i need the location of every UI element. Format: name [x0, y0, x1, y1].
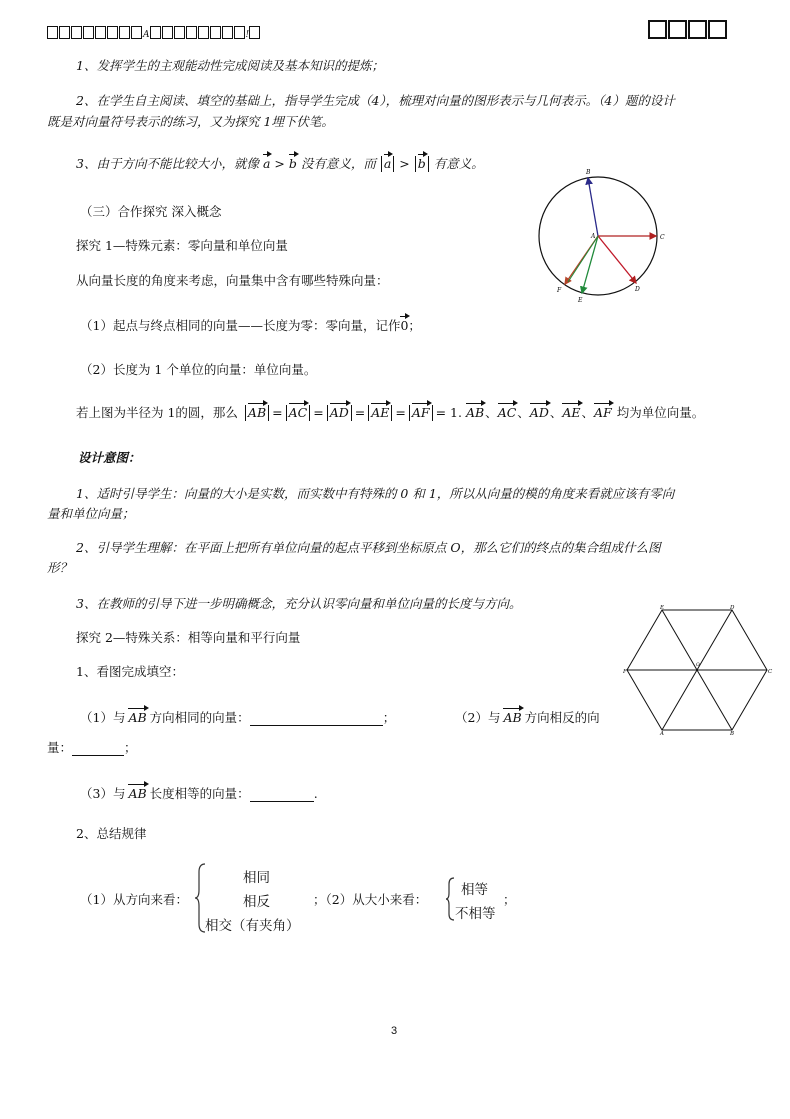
q2-prefix: （2）与: [455, 710, 501, 725]
equals-sign: =: [272, 405, 283, 420]
header-glyph: [249, 26, 260, 39]
rule-dir-intersect: 相交（有夹角）: [205, 918, 300, 934]
q3-suffix: 长度相等的向量：: [149, 786, 250, 801]
header-glyph: [131, 26, 142, 39]
q3-prefix: （3）与: [80, 786, 126, 801]
header-glyph: [186, 26, 197, 39]
para-2-line2: 既是对向量符号表示的练习，又为探究 1埋下伏笔。: [47, 114, 334, 129]
header-glyph: [174, 26, 185, 39]
header-glyph: [668, 20, 687, 39]
vector-AC: AC: [288, 405, 308, 420]
vector-AE: AE: [371, 405, 390, 420]
section-3-title: （三）合作探究 深入概念: [80, 204, 222, 219]
vector-AE: [582, 236, 598, 293]
design-1-line2: 量和单位向量；: [47, 506, 135, 521]
label-F: F: [557, 287, 562, 294]
label-D: D: [730, 605, 735, 611]
header-glyph: [119, 26, 130, 39]
design-2-line1: 2、引导学生理解：在平面上把所有单位向量的起点平移到坐标原点 O，那么它们的终点的集合组成什么图: [76, 540, 661, 555]
item-1-text: （1）起点与终点相同的向量——长度为零：零向量，记作: [80, 318, 401, 333]
vector-separator: 、: [581, 405, 595, 420]
vector-AF-shadow: [568, 236, 598, 282]
q2-suffix: 方向相反的向: [524, 710, 600, 725]
label-A: A: [660, 731, 664, 737]
header-glyphs-1: [47, 22, 143, 41]
item-2: （2）长度为 1 个单位的向量：单位向量。: [80, 362, 317, 377]
vector-b-abs: b: [417, 156, 426, 171]
rule-size-equal: 相等: [461, 882, 488, 898]
header-small-char: A: [143, 30, 150, 40]
vector-AF: AF: [411, 405, 430, 420]
explore-1-title: 探究 1—特殊元素：零向量和单位向量: [76, 238, 288, 253]
equals-one: = 1.: [435, 405, 462, 420]
question-2-line2: [47, 740, 137, 756]
header-glyph: [83, 26, 94, 39]
para-3-suffix: 有意义。: [433, 156, 484, 171]
rule-dir-opposite: 相反: [243, 894, 270, 910]
summary-title: 2、总结规律: [76, 826, 147, 841]
header-glyph: [150, 26, 161, 39]
design-3: 3、在教师的引导下进一步明确概念，充分认识零向量和单位向量的长度与方向。: [76, 596, 522, 611]
vector-ab: AB: [128, 710, 147, 725]
unit-circle-figure: [530, 162, 670, 307]
page-header-left: [47, 22, 261, 43]
look-fill-title: 1、看图完成填空：: [76, 664, 184, 679]
vector-list-AE: AE: [562, 405, 581, 420]
explore-2-title: 探究 2—特殊关系：相等向量和平行向量: [76, 630, 301, 645]
zero-vector: 0: [400, 318, 409, 333]
vector-AD: AD: [329, 405, 349, 420]
rule-direction-label: （1）从方向来看：: [80, 892, 188, 907]
para-3-mid: 没有意义，而: [300, 156, 376, 171]
vector-AB: [588, 178, 598, 236]
unit-line-suffix: 均为单位向量。: [616, 405, 705, 420]
header-glyph: [708, 20, 727, 39]
para-3: [76, 156, 484, 172]
para-3-prefix: 3、由于方向不能比较大小，就像: [76, 156, 259, 171]
label-C: C: [660, 234, 665, 241]
label-B: B: [586, 169, 591, 176]
label-D: D: [635, 286, 640, 293]
vector-list-AC: AC: [497, 405, 517, 420]
vector-a-abs: a: [383, 156, 392, 171]
vector-b: b: [288, 156, 297, 171]
vector-list-AB: AB: [465, 405, 485, 420]
vector-separator: 、: [517, 405, 530, 420]
vector-AB: AB: [247, 405, 267, 420]
design-title: 设计意图：: [78, 450, 141, 465]
header-glyph: [162, 26, 173, 39]
question-1: [80, 710, 395, 726]
vector-ab-3: AB: [128, 786, 147, 801]
header-glyph: [59, 26, 70, 39]
equals-sign: =: [395, 405, 406, 420]
unit-vector-line: [76, 405, 704, 421]
label-F: F: [623, 669, 627, 675]
answer-blank-3[interactable]: [250, 801, 314, 802]
header-glyph: [648, 20, 667, 39]
explore-1-question: 从向量长度的角度来考虑，向量集中含有哪些特殊向量：: [76, 273, 389, 288]
vector-ab-2: AB: [503, 710, 522, 725]
equals-sign: =: [313, 405, 324, 420]
question-2: [455, 710, 600, 726]
q3-end: .: [313, 786, 318, 801]
header-glyph: [210, 26, 221, 39]
item-1: [80, 318, 421, 334]
rule-dir-same: 相同: [243, 870, 270, 886]
vector-list-AF: AF: [594, 405, 612, 420]
equals-sign: =: [354, 405, 366, 420]
greater-sign: >: [274, 156, 285, 171]
q1-suffix: 方向相同的向量：: [149, 710, 250, 725]
para-2-line1: 2、在学生自主阅读、填空的基础上，指导学生完成（4），梳理对向量的图形表示与几何表示。（4）题的设计: [76, 93, 675, 108]
hexagon-figure: [623, 603, 773, 738]
q1-prefix: （1）与: [80, 710, 126, 725]
design-1-line1: 1、适时引导学生：向量的大小是实数，而实数中有特殊的 0 和 1，所以从向量的模的角度来看就应该有零向: [76, 486, 675, 501]
header-glyphs-2: [150, 22, 246, 41]
design-2-line2: 形？: [47, 560, 73, 575]
q2-line2: 量：: [47, 740, 73, 755]
label-E: E: [578, 297, 583, 304]
header-glyph: [688, 20, 707, 39]
label-O: O: [696, 663, 700, 668]
header-glyph: [234, 26, 245, 39]
header-glyph: [107, 26, 118, 39]
greater-sign-2: >: [399, 156, 410, 171]
header-glyph: [95, 26, 106, 39]
q1-end: ；: [382, 710, 396, 725]
para-1: 1、发挥学生的主观能动性完成阅读及基本知识的提炼；: [76, 58, 384, 73]
header-glyph: [47, 26, 58, 39]
label-B: B: [730, 731, 735, 737]
question-3: [80, 786, 318, 802]
vector-AD: [598, 236, 636, 283]
vector-separator: 、: [485, 405, 498, 420]
rule-size-unequal: 不相等: [455, 906, 496, 922]
rule-size-label: ；（2）从大小来看：: [313, 892, 428, 907]
header-small-char-2: !: [245, 30, 250, 40]
vector-list-AD: AD: [529, 405, 549, 420]
header-glyph: [222, 26, 233, 39]
item-1-end: ；: [408, 318, 421, 333]
label-E: E: [660, 605, 665, 611]
vector-a: a: [262, 156, 271, 171]
label-C: C: [768, 669, 773, 675]
unit-line-prefix: 若上图为半径为 1的圆，那么: [76, 405, 238, 420]
answer-blank-2[interactable]: [72, 755, 124, 756]
header-glyph: [198, 26, 209, 39]
page-header-right: [648, 20, 728, 43]
q2-end: ；: [124, 740, 137, 755]
label-A: A: [591, 233, 596, 240]
rule-end: ；: [503, 892, 516, 907]
answer-blank-1[interactable]: [250, 725, 383, 726]
vector-separator: 、: [549, 405, 563, 420]
header-glyph: [71, 26, 82, 39]
page-number: 3: [391, 1025, 398, 1037]
